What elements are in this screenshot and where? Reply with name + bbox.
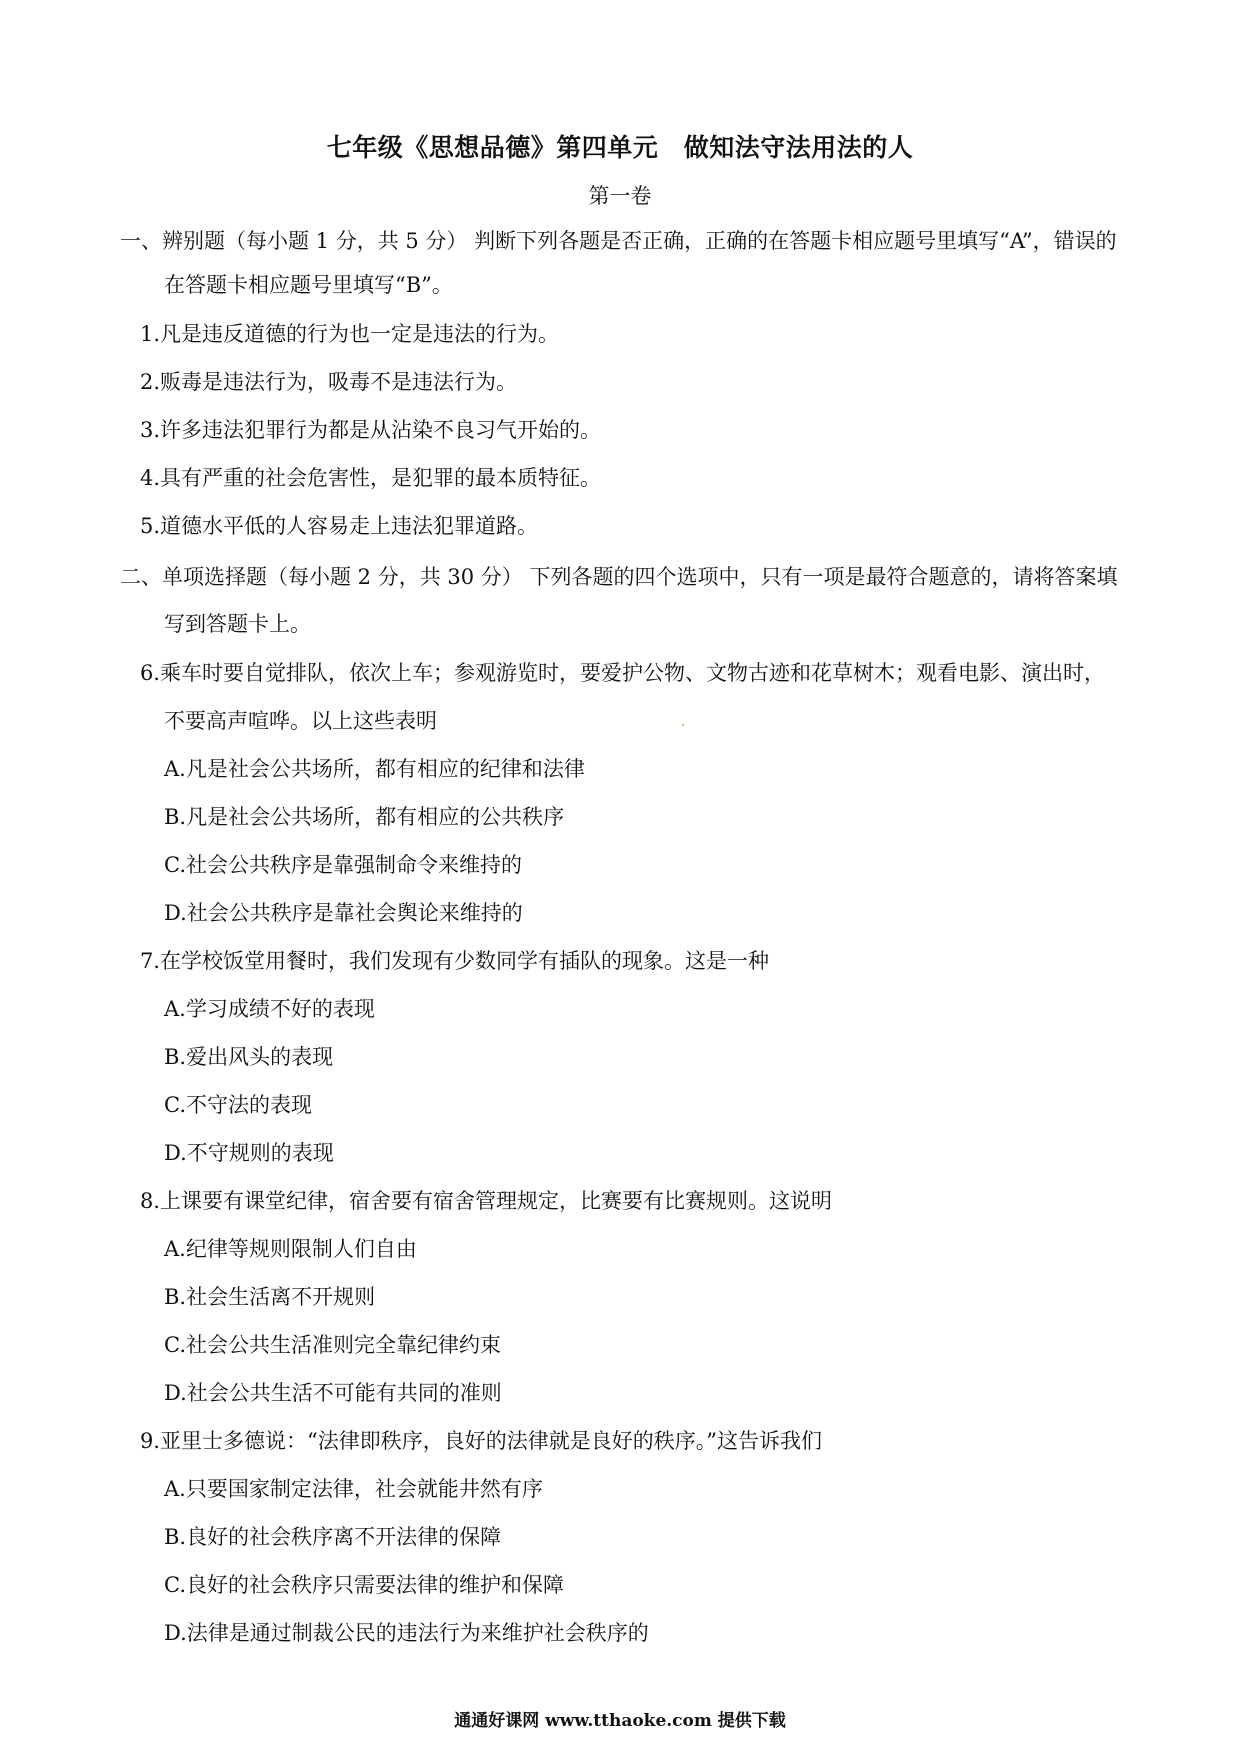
question-option: B.凡是社会公共场所，都有相应的公共秩序 [164, 805, 565, 829]
question-option: C.社会公共秩序是靠强制命令来维持的 [164, 853, 522, 877]
question-option: B.爱出风头的表现 [164, 1045, 334, 1069]
question-option: A.只要国家制定法律，社会就能井然有序 [164, 1477, 543, 1501]
question-option: A.纪律等规则限制人们自由 [164, 1237, 417, 1261]
document-subtitle: 第一卷 [588, 184, 652, 208]
section2-heading: 二、单项选择题（每小题 2 分，共 30 分） 下列各题的四个选项中，只有一项是最符合题意的，请将答案填 [120, 565, 1118, 589]
section1-item: 1.凡是违反道德的行为也一定是违法的行为。 [140, 322, 560, 346]
page-footer: 通通好课网 www.tthaoke.com 提供下载 [454, 1711, 786, 1731]
question-option: B.社会生活离不开规则 [164, 1285, 376, 1309]
question-option: D.社会公共秩序是靠社会舆论来维持的 [164, 901, 523, 925]
question-stem: 6.乘车时要自觉排队，依次上车；参观游览时，要爱护公物、文物古迹和花草树木；观看电影、演出时， [140, 661, 1106, 685]
question-option: D.不守规则的表现 [164, 1141, 334, 1165]
document-title: 七年级《思想品德》第四单元 做知法守法用法的人 [326, 133, 914, 162]
question-stem: 9.亚里士多德说：“法律即秩序，良好的法律就是良好的秩序。”这告诉我们 [140, 1429, 823, 1453]
question-option: C.社会公共生活准则完全靠纪律约束 [164, 1333, 501, 1357]
question-stem: 7.在学校饭堂用餐时，我们发现有少数同学有插队的现象。这是一种 [140, 949, 770, 973]
section2-heading-cont: 写到答题卡上。 [164, 612, 311, 636]
question-stem-cont: 不要高声喧哗。以上这些表明 [164, 709, 437, 733]
section1-item: 3.许多违法犯罪行为都是从沾染不良习气开始的。 [140, 418, 602, 442]
question-option: C.不守法的表现 [164, 1093, 312, 1117]
question-stem: 8.上课要有课堂纪律，宿舍要有宿舍管理规定，比赛要有比赛规则。这说明 [140, 1189, 833, 1213]
question-option: B.良好的社会秩序离不开法律的保障 [164, 1525, 502, 1549]
question-option: D.社会公共生活不可能有共同的准则 [164, 1381, 502, 1405]
section1-heading-cont: 在答题卡相应题号里填写“B”。 [164, 273, 453, 297]
section1-heading: 一、辨别题（每小题 1 分，共 5 分） 判断下列各题是否正确，正确的在答题卡相应题号里填写“A”，错误的 [120, 229, 1117, 253]
section1-item: 5.道德水平低的人容易走上违法犯罪道路。 [140, 514, 539, 538]
question-option: C.良好的社会秩序只需要法律的维护和保障 [164, 1573, 564, 1597]
scan-speck [682, 724, 684, 726]
section1-item: 2.贩毒是违法行为，吸毒不是违法行为。 [140, 370, 518, 394]
question-option: D.法律是通过制裁公民的违法行为来维护社会秩序的 [164, 1621, 649, 1645]
section1-item: 4.具有严重的社会危害性，是犯罪的最本质特征。 [140, 466, 602, 490]
question-option: A.学习成绩不好的表现 [164, 997, 375, 1021]
question-option: A.凡是社会公共场所，都有相应的纪律和法律 [164, 757, 585, 781]
